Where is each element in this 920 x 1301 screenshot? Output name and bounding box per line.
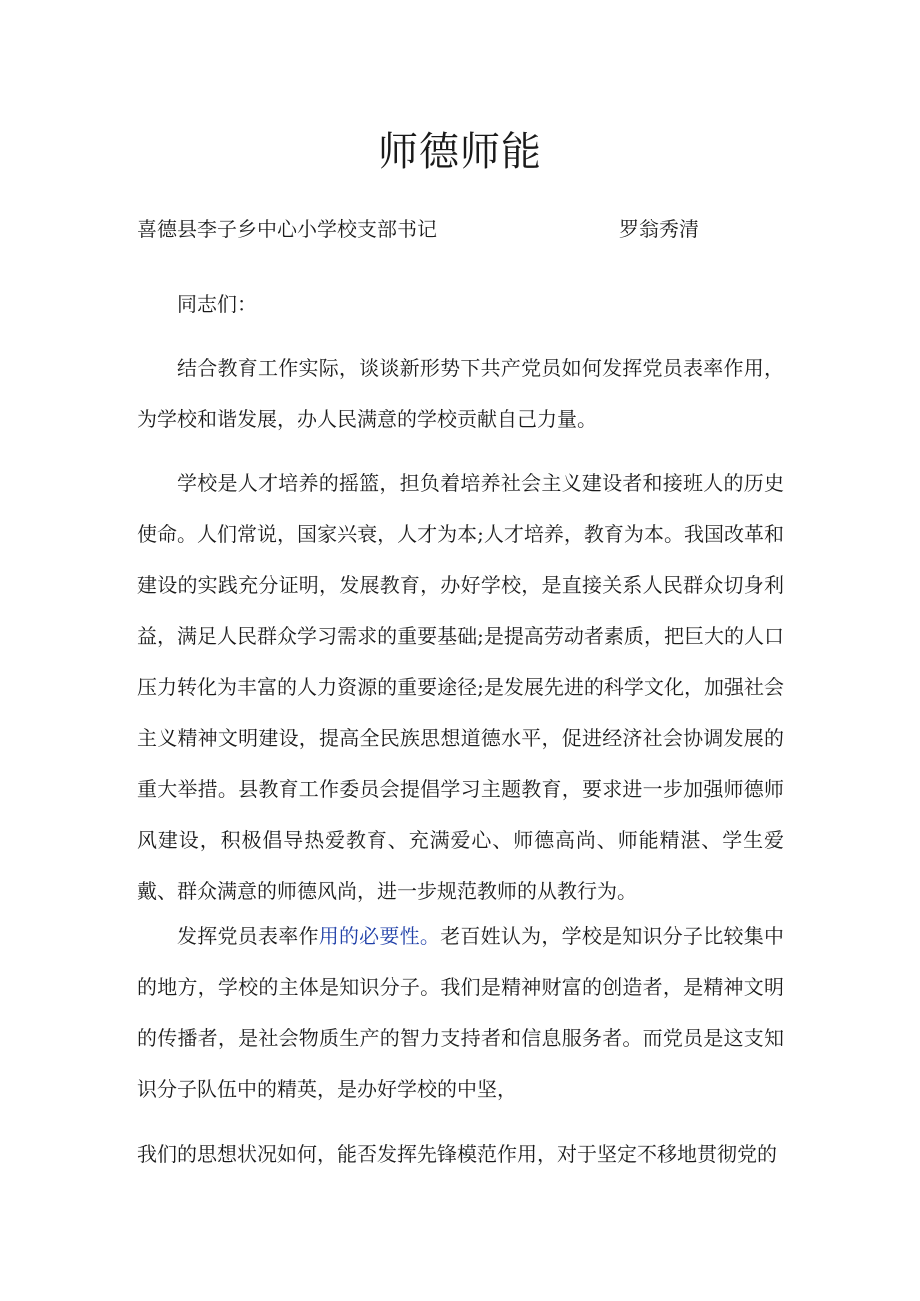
paragraph-intro: 结合教育工作实际，谈谈新形势下共产党员如何发挥党员表率作用，为学校和谐发展，办人民满意的学校贡献自己力量。: [137, 356, 784, 431]
paragraph-party-role-body: 老百姓认为，学校是知识分子比较集中的地方，学校的主体是知识分子。我们是精神财富的创造者，是精神文明的传播者，是社会物质生产的智力支持者和信息服务者。而党员是这支知识分子队伍中的精英，是办好学校的中坚，: [137, 924, 785, 1101]
paragraph-school-mission: 学校是人才培养的摇篮，担负着培养社会主义建设者和接班人的历史使命。人们常说，国家兴衰，人才为本;人才培养，教育为本。我国改革和建设的实践充分证明，发展教育，办好学校，是直接关系人民群众切身利益，满足人民群众学习需求的重要基础;是提高劳动者素质，把巨大的人口压力转化为丰富的人力资源的重要途径;是发展先进的科学文化，加强社会主义精神文明建设，提高全民族思想道德水平，促进经济社会协调发展的重大举措。县教育工作委员会提倡学习主题教育，要求进一步加强师德师风建设，积极倡导热爱教育、充满爱心、师德高尚、师能精湛、学生爱戴、群众满意的师德风尚，进一步规范教师的从教行为。: [137, 471, 784, 903]
salutation: 同志们：: [177, 292, 257, 316]
paragraph-party-role-lead: 发挥党员表率作: [177, 924, 319, 948]
paragraph-party-role: [137, 911, 784, 1115]
highlighted-phrase: 用的必要性。: [318, 924, 441, 948]
paragraph-continuation: 我们的思想状况如何，能否发挥先锋模范作用，对于坚定不移地贯彻党的: [137, 1142, 777, 1166]
author-name: 罗翁秀清: [619, 217, 699, 241]
author-organization: 喜德县李子乡中心小学校支部书记: [137, 217, 437, 241]
document-title: 师德师能: [378, 129, 542, 175]
